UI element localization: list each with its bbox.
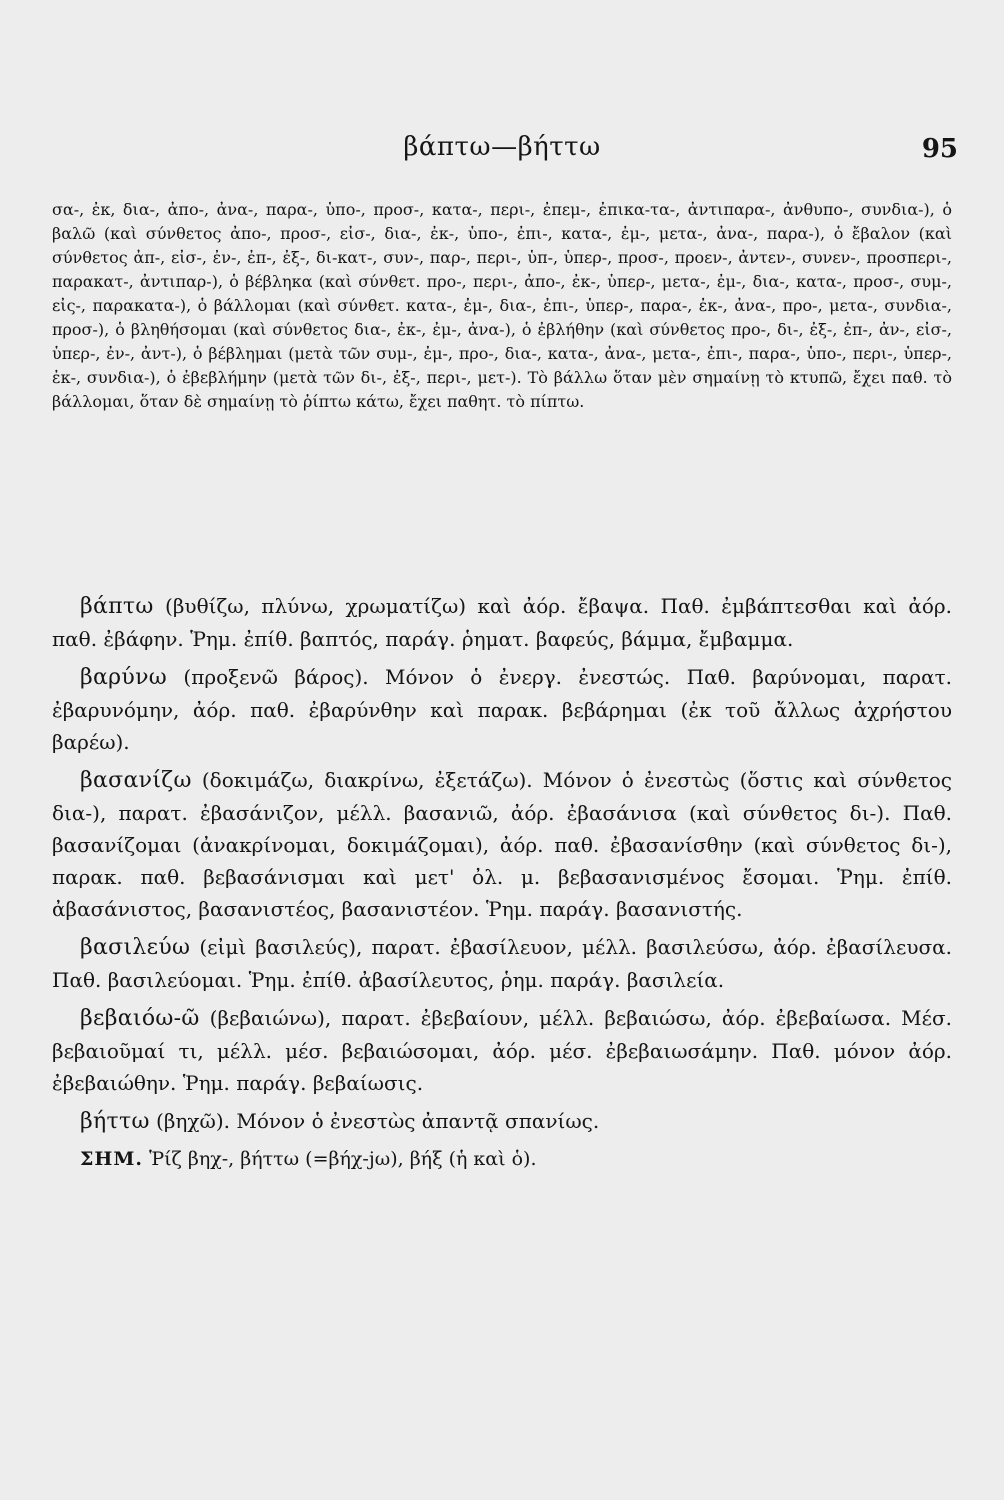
note-entry <box>52 1144 952 1174</box>
entry-text: (βυθίζω, πλύνω, χρωματίζω) καὶ ἀόρ. ἔβαψα. Παθ. ἐμβάπτεσθαι καὶ ἀόρ. παθ. ἐβάφην. Ῥημ. ἐπίθ. βαπτός, παράγ. ῥηματ. βαφεύς, βάμμα, ἔμβαμμα. <box>52 594 952 651</box>
entry-vapto <box>52 590 952 655</box>
running-head: βάπτω—βήττω <box>403 132 601 162</box>
lemma: βασιλεύω <box>80 935 191 960</box>
note-label: ΣΗΜ. <box>80 1148 144 1170</box>
entry-veveoo <box>52 1002 952 1099</box>
lemma: βεβαιόω-ῶ <box>80 1006 200 1031</box>
entry-text: (δοκιμάζω, διακρίνω, ἐξετάζω). Μόνον ὁ ἐνεστὼς (ὅστις καὶ σύνθετος δια-), παρατ. ἐβασάνιζον, μέλλ. βασανιῶ, ἀόρ. ἐβασάνισα (καὶ σύνθετος δι-). Παθ. βασανίζομαι (ἀνακρίνομαι, δοκιμάζομαι), ἀόρ. παθ. ἐβασανίσθην (καὶ σύνθετος δι-), παρακ. παθ. βεβασάνισμαι καὶ μετ' ὀλ. μ. βεβασανισμένος ἔσομαι. Ῥημ. ἐπίθ. ἀβασάνιστος, βασανιστέος, βασανιστέον. Ῥημ. παράγ. βασανιστής. <box>52 768 952 921</box>
lemma: βασανίζω <box>80 768 192 793</box>
entry-text: (εἰμὶ βασιλεύς), παρατ. ἐβασίλευον, μέλλ. βασιλεύσω, ἀόρ. ἐβασίλευσα. Παθ. βασιλεύομαι. Ῥημ. ἐπίθ. ἀβασίλευτος, ῥημ. παράγ. βασιλεία. <box>52 935 952 992</box>
entry-list <box>52 590 952 1180</box>
entry-vitto <box>52 1105 952 1138</box>
entry-text: (προξενῶ βάρος). Μόνον ὁ ἐνεργ. ἐνεστώς. Παθ. βαρύνομαι, παρατ. ἐβαρυνόμην, ἀόρ. παθ. ἐβαρύνθην καὶ παρακ. βεβάρημαι (ἐκ τοῦ ἄλλως ἀχρήστου βαρέω). <box>52 665 952 754</box>
entry-vasanizo <box>52 764 952 925</box>
entry-varyno <box>52 661 952 758</box>
lemma: βαρύνω <box>80 665 167 690</box>
page-number: 95 <box>921 134 958 164</box>
intro-paragraph: σα-, ἐκ, δια-, ἀπο-, ἀνα-, παρα-, ὑπο-, προσ-, κατα-, περι-, ἐπεμ-, ἐπικα-τα-, ἀντιπαρα-, ἀνθυπο-, συνδια-), ὁ βαλῶ (καὶ σύνθετος ἀπο-, προσ-, εἰσ-, δια-, ἐκ-, ὑπο-, ἐπι-, κατα-, ἐμ-, μετα-, ἀνα-, παρα-), ὁ ἔβαλον (καὶ σύνθετος ἀπ-, εἰσ-, ἐν-, ἐπ-, ἐξ-, δι-κατ-, συν-, παρ-, περι-, ὑπ-, ὑπερ-, προσ-, προεν-, ἀντεν-, συνεν-, προσπερι-, παρακατ-, ἀντιπαρ-), ὁ βέβληκα (καὶ σύνθετ. προ-, περι-, ἀπο-, ἐκ-, ὑπερ-, μετα-, ἐμ-, δια-, κατα-, προσ-, συμ-, εἰς-, παρακατα-), ὁ βάλλομαι (καὶ σύνθετ. κατα-, ἐμ-, δια-, ἐπι-, ὑπερ-, παρα-, ἐκ-, ἀνα-, προ-, μετα-, συνδια-, προσ-), ὁ βληθήσομαι (καὶ σύνθετος δια-, ἐκ-, ἐμ-, ἀνα-), ὁ ἐβλήθην (καὶ σύνθετος προ-, δι-, ἐξ-, ἐπ-, ἀν-, εἰσ-, ὑπερ-, ἐν-, ἀντ-), ὁ βέβλημαι (μετὰ τῶν συμ-, ἐμ-, προ-, δια-, κατα-, ἀνα-, μετα-, ἐπι-, παρα-, ὑπο-, περι-, ὑπερ-, ἐκ-, συνδια-), ὁ ἐβεβλήμην (μετὰ τῶν δι-, ἐξ-, περι-, μετ-). Τὸ βάλλω ὅταν μὲν σημαίνῃ τὸ κτυπῶ, ἔχει παθ. τὸ βάλλομαι, ὅταν δὲ σημαίνῃ τὸ ῥίπτω κάτω, ἔχει παθητ. τὸ πίπτω. <box>52 200 952 411</box>
lemma: βάπτω <box>80 594 154 619</box>
note-text: Ῥίζ βηχ-, βήττω (=βήχ-jω), βήξ (ἡ καὶ ὁ). <box>143 1148 537 1170</box>
lemma: βήττω <box>80 1109 150 1134</box>
entry-vasilevo <box>52 931 952 996</box>
entry-text: (βηχῶ). Μόνον ὁ ἐνεστὼς ἀπαντᾷ σπανίως. <box>149 1109 600 1133</box>
entry-text: (βεβαιώνω), παρατ. ἐβεβαίουν, μέλλ. βεβαιώσω, ἀόρ. ἐβεβαίωσα. Μέσ. βεβαιοῦμαί τι, μέλλ. μέσ. βεβαιώσομαι, ἀόρ. μέσ. ἐβεβαιωσάμην. Παθ. μόνον ἀόρ. ἐβεβαιώθην. Ῥημ. παράγ. βεβαίωσις. <box>52 1006 952 1095</box>
